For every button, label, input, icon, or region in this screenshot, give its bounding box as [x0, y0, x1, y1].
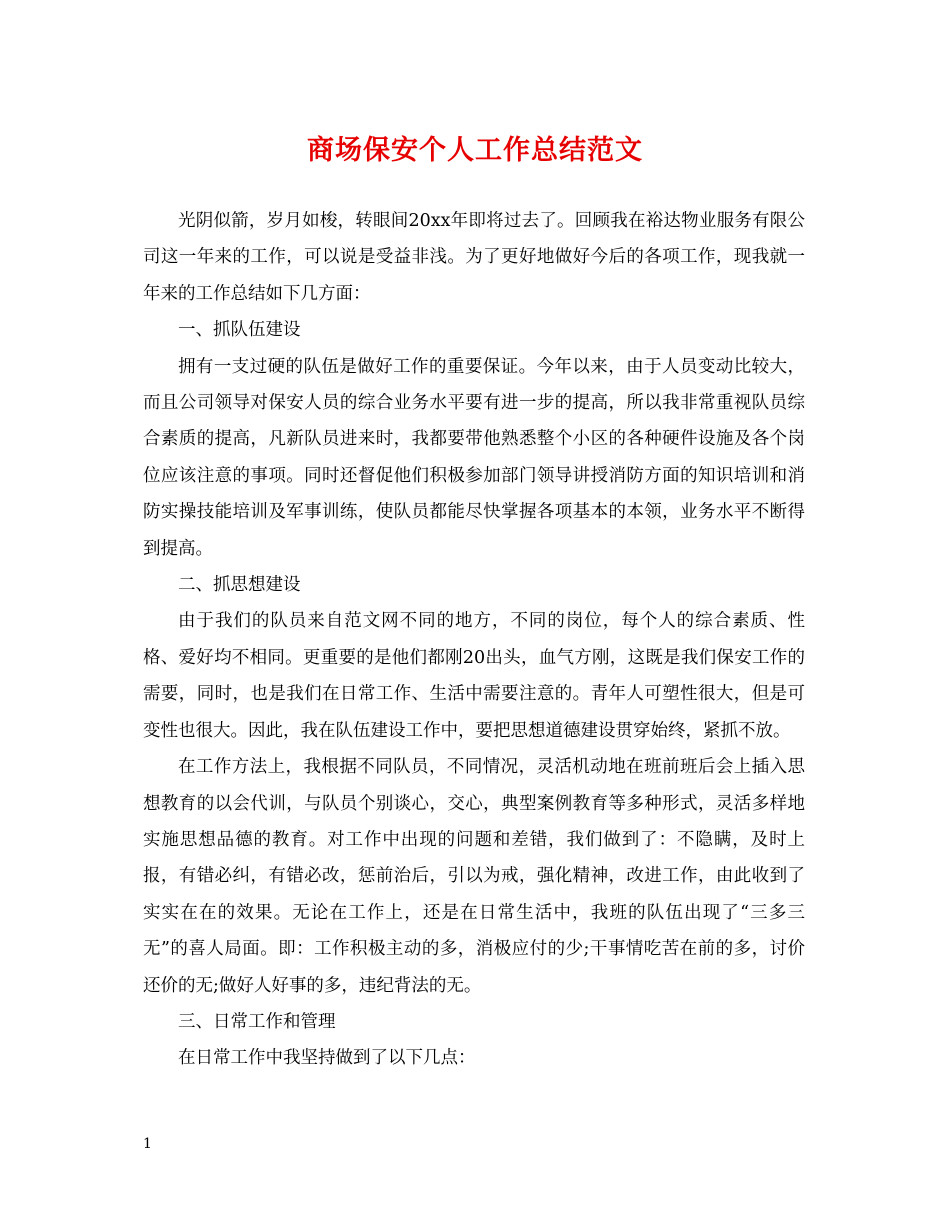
paragraph-daily-work: 在日常工作中我坚持做到了以下几点：	[178, 1048, 476, 1069]
paragraph-team-building: 拥有一支过硬的队伍是做好工作的重要保证。今年以来，由于人员变动比较大，而且公司领导对保安人员的综合业务水平要有进一步的提高，所以我非常重视队员综合素质的提高，凡新队员进来时，我都要带他熟悉整个小区的各种硬件设施及各个岗位应该注意的事项。同时还督促他们积极参加部门领导讲授消防方面的知识培训和消防实操技能培训及军事训练，使队员都能尽快掌握各项基本的本领，业务水平不断得到提高。	[143, 356, 805, 559]
paragraph-ideology-2: 在工作方法上，我根据不同队员，不同情况，灵活机动地在班前班后会上插入思想教育的以会代训，与队员个别谈心，交心，典型案例教育等多种形式，灵活多样地实施思想品德的教育。对工作中出现的问题和差错，我们做到了：不隐瞒，及时上报，有错必纠，有错必改，惩前治后，引以为戒，强化精神，改进工作，由此收到了实实在在的效果。无论在工作上，还是在日常生活中，我班的队伍出现了“三多三无”的喜人局面。即：工作积极主动的多，消极应付的少;干事情吃苦在前的多，讨价还价的无;做好人好事的多，违纪背法的无。	[143, 757, 805, 996]
section-heading-1: 一、抓队伍建设	[178, 320, 301, 341]
page-number: 1	[143, 1136, 152, 1152]
paragraph-ideology-1: 由于我们的队员来自范文网不同的地方，不同的岗位，每个人的综合素质、性格、爱好均不相同。更重要的是他们都刚20出头，血气方刚，这既是我们保安工作的需要，同时，也是我们在日常工作、生活中需要注意的。青年人可塑性很大，但是可变性也很大。因此，我在队伍建设工作中，要把思想道德建设贯穿始终，紧抓不放。	[143, 611, 805, 741]
document-title: 商场保安个人工作总结范文	[307, 135, 643, 166]
section-heading-2: 二、抓思想建设	[178, 575, 301, 596]
section-heading-3: 三、日常工作和管理	[178, 1011, 336, 1032]
paragraph-intro: 光阴似箭，岁月如梭，转眼间20xx年即将过去了。回顾我在裕达物业服务有限公司这一年来的工作，可以说是受益非浅。为了更好地做好今后的各项工作，现我就一年来的工作总结如下几方面：	[143, 211, 805, 304]
document-body	[143, 203, 805, 1077]
